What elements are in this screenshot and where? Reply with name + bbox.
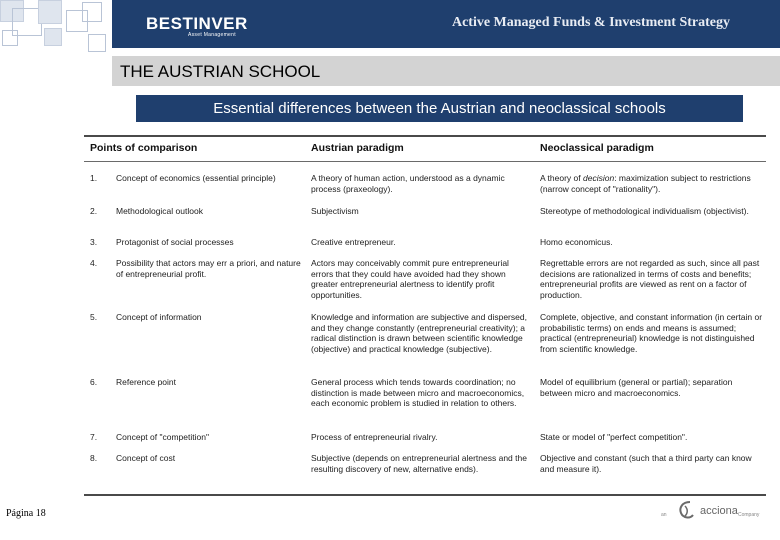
deco-square	[88, 34, 106, 52]
row-number: 8.	[90, 453, 98, 463]
row-neoclassical: Objective and constant (such that a third party can know and measure it).	[540, 453, 752, 474]
text-run: : maximization subject to restrictions (narrow concept of "rationality").	[540, 173, 751, 194]
row-neoclassical: Stereotype of methodological individualism (objectivist).	[540, 206, 749, 216]
row-point: Concept of information	[116, 312, 202, 322]
row-neoclassical: Complete, objective, and constant information (in certain or probabilistic terms) on ends and means is assumed; practical (entrepreneurial) knowledge is not distinguished from scientific knowledge.	[540, 312, 763, 354]
row-austrian: Actors may conceivably commit pure entrepreneurial errors that they could have avoided had they shown greater entrepreneurial alertness to identify profit opportunities.	[311, 258, 509, 300]
row-number: 1.	[90, 173, 98, 183]
row-point: Protagonist of social processes	[116, 237, 234, 247]
row-austrian: A theory of human action, understood as a dynamic process (praxeology).	[311, 173, 505, 194]
row-number: 4.	[90, 258, 98, 268]
row-austrian: General process which tends towards coordination; no distinction is made between micro and macroeconomics, each economic problem is studied in relation to others.	[311, 377, 525, 408]
emphasis-text: decision	[583, 173, 615, 183]
row-point: Reference point	[116, 377, 177, 387]
column-header: Austrian paradigm	[311, 142, 404, 154]
row-point: Possibility that actors may err a priori, and nature of entrepreneurial profit.	[116, 258, 301, 279]
row-number: 7.	[90, 432, 98, 442]
row-neoclassical: Model of equilibrium (general or partial); separation between micro and macroeconomics.	[540, 377, 733, 398]
acciona-logo-icon	[676, 500, 698, 520]
row-point: Concept of economics (essential principle)	[116, 173, 276, 183]
slide-subtitle: Essential differences between the Austrian and neoclassical schools	[136, 95, 743, 122]
row-austrian: Process of entrepreneurial rivalry.	[311, 432, 438, 442]
row-number: 5.	[90, 312, 98, 322]
row-austrian: Subjectivism	[311, 206, 359, 216]
page-number: Página 18	[6, 508, 46, 519]
row-neoclassical: Homo economicus.	[540, 237, 613, 247]
footer-logo-text: acciona	[700, 505, 738, 517]
footer-an-label: an	[661, 512, 667, 518]
column-header: Neoclassical paradigm	[540, 142, 654, 154]
table-top-rule	[84, 135, 766, 137]
row-austrian: Subjective (depends on entrepreneurial alertness and the resulting discovery of new, alternative ends).	[311, 453, 527, 474]
header-rule	[84, 161, 766, 162]
table-bottom-rule	[84, 494, 766, 496]
brand-logo: BESTINVER	[146, 14, 248, 33]
row-neoclassical: Regrettable errors are not regarded as such, since all past decisions are rationalized in terms of costs and benefits; entrepreneurial profits are viewed as rent on a factor of production.	[540, 258, 760, 300]
section-bar	[112, 56, 780, 86]
row-number: 6.	[90, 377, 98, 387]
header-bar	[112, 0, 780, 48]
row-neoclassical: State or model of "perfect competition".	[540, 432, 688, 442]
row-point: Methodological outlook	[116, 206, 203, 216]
footer-company-label: Company	[738, 512, 760, 518]
row-austrian: Creative entrepreneur.	[311, 237, 396, 247]
section-title: THE AUSTRIAN SCHOOL	[120, 62, 321, 81]
row-austrian: Knowledge and information are subjective and dispersed, and they change constantly (entrepreneurial creativity); a radical distinction is drawn between scientific knowledge (objective) and practical knowledge (subjective).	[311, 312, 527, 354]
row-point: Concept of cost	[116, 453, 176, 463]
deco-square	[2, 30, 18, 46]
header-tagline: Active Managed Funds & Investment Strategy	[451, 15, 730, 30]
deco-square	[82, 2, 102, 22]
row-neoclassical	[540, 173, 764, 194]
column-header: Points of comparison	[90, 142, 198, 154]
brand-subtitle: Asset Management	[188, 32, 236, 38]
row-number: 2.	[90, 206, 98, 216]
row-point: Concept of "competition"	[116, 432, 209, 442]
deco-square	[38, 0, 62, 24]
text-run: A theory of	[540, 173, 583, 183]
row-number: 3.	[90, 237, 98, 247]
deco-square	[44, 28, 62, 46]
